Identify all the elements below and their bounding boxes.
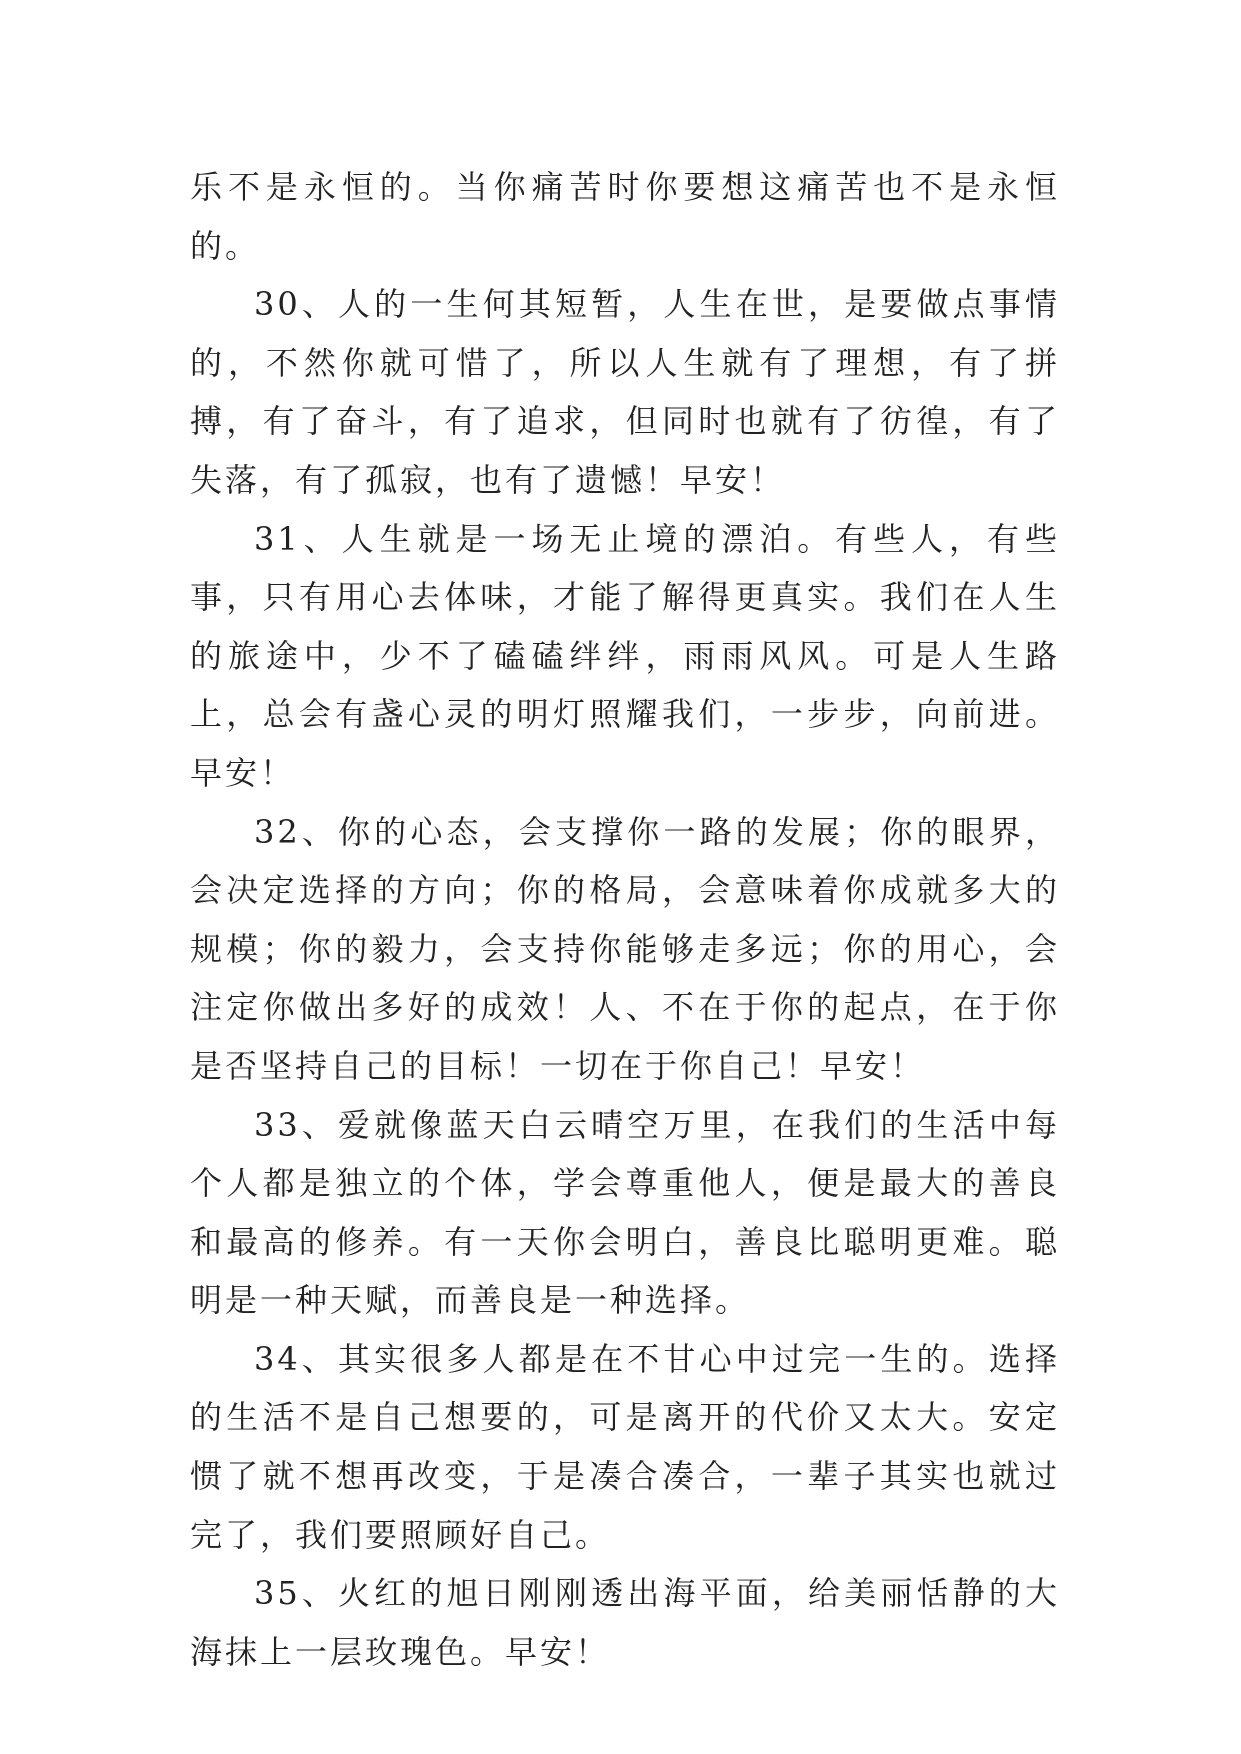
paragraph-31: 31、人生就是一场无止境的漂泊。有些人，有些事，只有用心去体味，才能了解得更真实。我们在人生的旅途中，少不了磕磕绊绊，雨雨风风。可是人生路上，总会有盏心灵的明灯照耀我们，一步步，向前进。早安！ <box>190 519 1060 792</box>
paragraph-34: 34、其实很多人都是在不甘心中过完一生的。选择的生活不是自己想要的，可是离开的代价又太大。安定惯了就不想再改变，于是凑合凑合，一辈子其实也就过完了，我们要照顾好自己。 <box>190 1339 1060 1554</box>
paragraph-33: 33、爱就像蓝天白云晴空万里，在我们的生活中每个人都是独立的个体，学会尊重他人，便是最大的善良和最高的修养。有一天你会明白，善良比聪明更难。聪明是一种天赋，而善良是一种选择。 <box>190 1105 1060 1320</box>
paragraph-30: 30、人的一生何其短暂，人生在世，是要做点事情的，不然你就可惜了，所以人生就有了理想，有了拼搏，有了奋斗，有了追求，但同时也就有了彷徨，有了失落，有了孤寂，也有了遗憾！早安！ <box>190 285 1060 499</box>
document-body <box>190 158 1060 1681</box>
paragraph-32: 32、你的心态，会支撑你一路的发展；你的眼界，会决定选择的方向；你的格局，会意味着你成就多大的规模；你的毅力，会支持你能够走多远；你的用心，会注定你做出多好的成效！人、不在于你的起点，在于你是否坚持自己的目标！一切在于你自己！早安！ <box>190 812 1060 1085</box>
paragraph-35: 35、火红的旭日刚刚透出海平面，给美丽恬静的大海抹上一层玫瑰色。早安！ <box>190 1574 1060 1671</box>
paragraph-continuation: 乐不是永恒的。当你痛苦时你要想这痛苦也不是永恒的。 <box>190 168 1060 265</box>
